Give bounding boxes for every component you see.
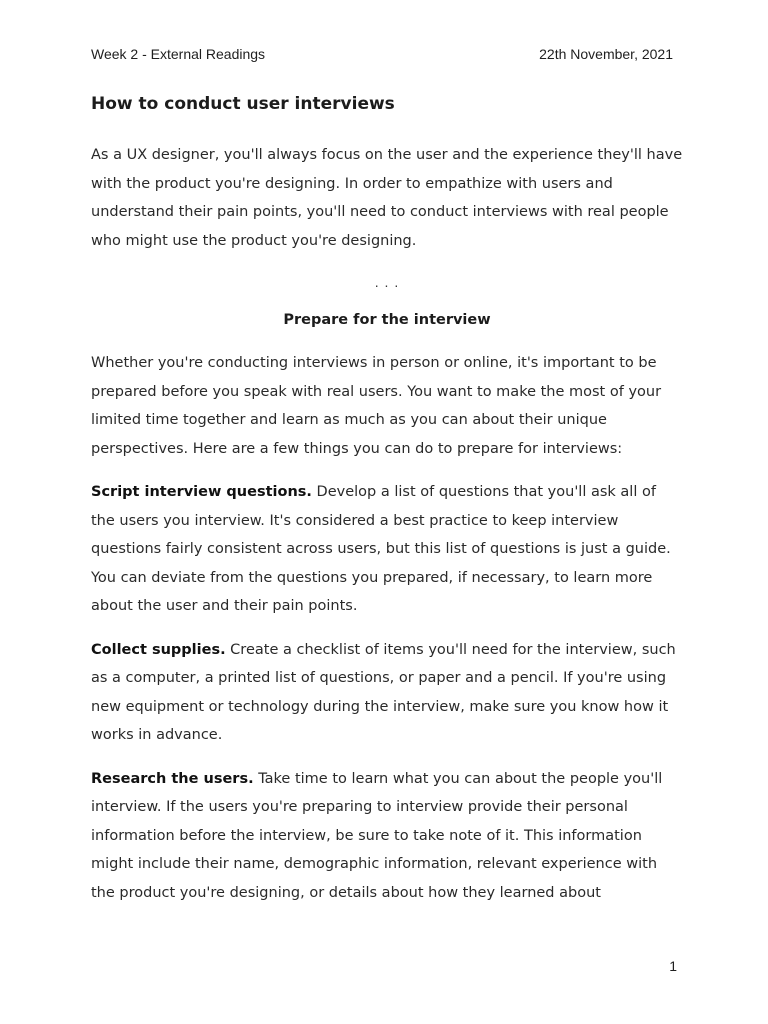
- section-heading: Prepare for the interview: [283, 312, 491, 328]
- script-questions-lead: Script interview questions.: [91, 484, 312, 500]
- page-number: 1: [669, 958, 677, 974]
- section-separator: . . .: [374, 274, 400, 290]
- collect-supplies-text: Create a checklist of items you'll need for the interview, such as a computer, a printed list of questions, or paper and a pencil. If you're using new equipment or technology during the interview, make sure you know how it works in advance.: [91, 641, 676, 743]
- section-intro-paragraph: Whether you're conducting interviews in person or online, it's important to be prepared before you speak with real users. You want to make the most of your limited time together and learn as much as you can about their unique perspectives. Here are a few things you can do to prepare for interviews:: [91, 355, 662, 457]
- script-questions-text: Develop a list of questions that you'll ask all of the users you interview. It's considered a best practice to keep interview questions fairly consistent across users, but this list of questions is just a guide. You can deviate from the questions you prepared, if necessary, to learn more about the user and their pain points.: [91, 484, 671, 614]
- research-users-lead: Research the users.: [91, 770, 254, 787]
- collect-supplies-paragraph: [91, 636, 683, 750]
- header-date: 22th November, 2021: [539, 46, 673, 62]
- document-title: How to conduct user interviews: [91, 94, 395, 114]
- research-users-paragraph: [91, 765, 683, 908]
- research-users-text: Take time to learn what you can about the people you'll interview. If the users you're preparing to interview provide their personal information before the interview, be sure to take note of it. This information might include their name, demographic information, relevant experience with the product you're designing, or details about how they learned about: [91, 770, 663, 901]
- collect-supplies-lead: Collect supplies.: [91, 641, 226, 658]
- script-questions-paragraph: [91, 478, 683, 621]
- intro-paragraph: As a UX designer, you'll always focus on the user and the experience they'll have with the product you're designing. In order to empathize with users and understand their pain points, you'll need to conduct interviews with real people who might use the product you're designing.: [91, 147, 683, 249]
- document-body: [91, 92, 683, 922]
- header-course-label: Week 2 - External Readings: [91, 46, 266, 62]
